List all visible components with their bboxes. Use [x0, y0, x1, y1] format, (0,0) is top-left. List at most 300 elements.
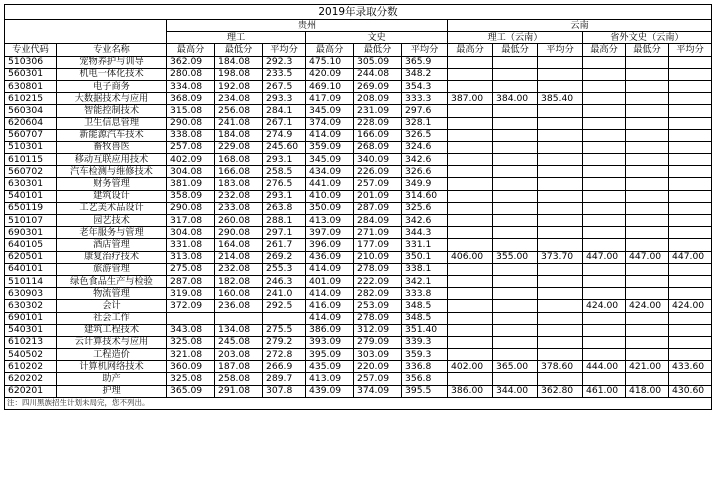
table-row [5, 288, 712, 300]
score-cell [448, 141, 493, 153]
score-cell [263, 312, 306, 324]
score-cell [669, 68, 712, 80]
score-cell [538, 288, 583, 300]
score-cell [493, 129, 538, 141]
table-row [5, 56, 712, 68]
score-cell [626, 215, 669, 227]
score-cell: 244.08 [354, 68, 402, 80]
score-cell: 385.40 [538, 93, 583, 105]
score-cell: 228.09 [354, 117, 402, 129]
group-guizhou-science: 理工 [167, 32, 306, 44]
score-cell [538, 129, 583, 141]
score-cell: 292.3 [263, 56, 306, 68]
score-cell [669, 178, 712, 190]
score-cell: 414.09 [306, 263, 354, 275]
score-cell: 374.09 [354, 385, 402, 397]
score-cell [493, 68, 538, 80]
major-code: 560304 [5, 105, 57, 117]
score-cell: 321.08 [167, 349, 215, 361]
score-cell [493, 215, 538, 227]
major-name: 物流管理 [57, 288, 167, 300]
score-cell [669, 129, 712, 141]
score-cell: 198.08 [215, 68, 263, 80]
score-cell [538, 336, 583, 348]
score-cell [583, 312, 626, 324]
score-cell [538, 202, 583, 214]
score-cell: 406.00 [448, 251, 493, 263]
score-cell: 417.09 [306, 93, 354, 105]
score-cell: 342.1 [402, 275, 448, 287]
score-cell: 261.7 [263, 239, 306, 251]
score-cell: 338.1 [402, 263, 448, 275]
score-cell: 342.6 [402, 154, 448, 166]
major-name: 宠物养护与训导 [57, 56, 167, 68]
score-cell [538, 300, 583, 312]
score-cell [583, 178, 626, 190]
score-cell: 338.08 [167, 129, 215, 141]
table-row [5, 373, 712, 385]
score-cell [626, 117, 669, 129]
score-cell [493, 373, 538, 385]
major-name: 工程造价 [57, 349, 167, 361]
score-cell: 232.08 [215, 263, 263, 275]
score-cell [669, 349, 712, 361]
score-cell: 278.09 [354, 263, 402, 275]
score-cell [583, 154, 626, 166]
major-name: 会计 [57, 300, 167, 312]
header-min: 最低分 [215, 44, 263, 56]
score-cell: 233.5 [263, 68, 306, 80]
score-cell: 384.00 [493, 93, 538, 105]
table-row [5, 251, 712, 263]
score-cell [538, 80, 583, 92]
table-row [5, 93, 712, 105]
score-cell [583, 227, 626, 239]
score-cell: 229.08 [215, 141, 263, 153]
score-cell: 182.08 [215, 275, 263, 287]
score-cell [538, 312, 583, 324]
score-cell [626, 336, 669, 348]
major-code: 690101 [5, 312, 57, 324]
score-cell [215, 312, 263, 324]
score-cell: 134.08 [215, 324, 263, 336]
score-cell [493, 275, 538, 287]
score-cell [669, 239, 712, 251]
score-cell [493, 227, 538, 239]
score-cell [493, 105, 538, 117]
score-cell: 267.5 [263, 80, 306, 92]
score-cell [493, 202, 538, 214]
table-row [5, 202, 712, 214]
score-cell [538, 227, 583, 239]
score-cell: 255.3 [263, 263, 306, 275]
score-cell: 348.2 [402, 68, 448, 80]
score-cell: 386.00 [448, 385, 493, 397]
major-code: 650119 [5, 202, 57, 214]
table-row [5, 349, 712, 361]
score-cell: 183.08 [215, 178, 263, 190]
header-max: 最高分 [583, 44, 626, 56]
score-cell: 257.09 [354, 178, 402, 190]
note-row [5, 397, 712, 409]
score-cell: 340.09 [354, 154, 402, 166]
major-name: 工艺美术品设计 [57, 202, 167, 214]
score-cell [538, 215, 583, 227]
major-code: 560707 [5, 129, 57, 141]
score-cell: 293.1 [263, 190, 306, 202]
score-cell: 387.00 [448, 93, 493, 105]
score-cell: 433.60 [669, 361, 712, 373]
score-cell: 231.09 [354, 105, 402, 117]
major-code: 560702 [5, 166, 57, 178]
score-cell [493, 117, 538, 129]
score-cell: 263.8 [263, 202, 306, 214]
score-cell: 355.00 [493, 251, 538, 263]
score-cell [583, 288, 626, 300]
header-blank [5, 20, 167, 44]
score-cell: 288.1 [263, 215, 306, 227]
score-cell: 269.09 [354, 80, 402, 92]
score-cell: 356.8 [402, 373, 448, 385]
score-cell: 268.09 [354, 141, 402, 153]
score-cell [538, 68, 583, 80]
score-cell: 313.08 [167, 251, 215, 263]
score-cell: 304.08 [167, 227, 215, 239]
score-cell: 232.08 [215, 190, 263, 202]
table-row [5, 385, 712, 397]
major-code: 630301 [5, 178, 57, 190]
major-code: 640101 [5, 263, 57, 275]
score-cell [538, 373, 583, 385]
header-avg: 平均分 [402, 44, 448, 56]
score-cell: 461.00 [583, 385, 626, 397]
score-cell: 245.08 [215, 336, 263, 348]
major-name: 大数据技术与应用 [57, 93, 167, 105]
region-guizhou: 贵州 [167, 20, 448, 32]
score-cell: 343.08 [167, 324, 215, 336]
score-cell: 339.3 [402, 336, 448, 348]
score-cell: 435.09 [306, 361, 354, 373]
score-cell: 284.09 [354, 215, 402, 227]
score-cell: 424.00 [583, 300, 626, 312]
score-cell [669, 117, 712, 129]
score-cell: 365.00 [493, 361, 538, 373]
score-cell: 222.09 [354, 275, 402, 287]
score-cell [583, 190, 626, 202]
score-cell [583, 93, 626, 105]
score-cell [538, 141, 583, 153]
score-cell [493, 312, 538, 324]
score-cell: 395.09 [306, 349, 354, 361]
score-cell [493, 349, 538, 361]
score-cell [626, 202, 669, 214]
header-min: 最低分 [493, 44, 538, 56]
major-code: 540502 [5, 349, 57, 361]
score-cell: 271.09 [354, 227, 402, 239]
score-cell: 280.08 [167, 68, 215, 80]
table-row [5, 263, 712, 275]
score-cell: 279.2 [263, 336, 306, 348]
score-cell: 354.3 [402, 80, 448, 92]
score-cell [583, 239, 626, 251]
major-code: 560301 [5, 68, 57, 80]
header-code: 专业代码 [5, 44, 57, 56]
major-name: 云计算技术与应用 [57, 336, 167, 348]
score-cell: 208.09 [354, 93, 402, 105]
score-cell [626, 141, 669, 153]
score-cell: 201.09 [354, 190, 402, 202]
score-cell [493, 190, 538, 202]
score-cell [493, 239, 538, 251]
score-cell: 475.10 [306, 56, 354, 68]
score-cell: 386.09 [306, 324, 354, 336]
table-row [5, 190, 712, 202]
major-name: 移动互联应用技术 [57, 154, 167, 166]
score-cell: 328.1 [402, 117, 448, 129]
score-cell: 358.09 [167, 190, 215, 202]
major-code: 540301 [5, 324, 57, 336]
major-code: 630302 [5, 300, 57, 312]
score-cell: 414.09 [306, 312, 354, 324]
header-max: 最高分 [167, 44, 215, 56]
score-cell: 381.09 [167, 178, 215, 190]
table-row [5, 80, 712, 92]
score-cell: 350.1 [402, 251, 448, 263]
score-cell: 439.09 [306, 385, 354, 397]
score-cell [538, 178, 583, 190]
score-cell: 349.9 [402, 178, 448, 190]
major-name: 康复治疗技术 [57, 251, 167, 263]
score-cell [626, 275, 669, 287]
score-cell: 348.5 [402, 300, 448, 312]
score-cell: 359.09 [306, 141, 354, 153]
score-cell [626, 263, 669, 275]
score-cell: 447.00 [669, 251, 712, 263]
score-cell [626, 349, 669, 361]
score-cell: 325.08 [167, 336, 215, 348]
score-cell: 430.60 [669, 385, 712, 397]
score-cell: 192.08 [215, 80, 263, 92]
table-row [5, 178, 712, 190]
header-max: 最高分 [448, 44, 493, 56]
header-name: 专业名称 [57, 44, 167, 56]
score-cell: 447.00 [583, 251, 626, 263]
score-cell [448, 117, 493, 129]
score-cell [626, 105, 669, 117]
score-cell [538, 275, 583, 287]
score-cell: 402.00 [448, 361, 493, 373]
score-cell [626, 190, 669, 202]
score-cell [626, 239, 669, 251]
score-cell: 166.09 [354, 129, 402, 141]
score-cell [538, 105, 583, 117]
score-cell: 257.09 [354, 373, 402, 385]
major-name: 计算机网络技术 [57, 361, 167, 373]
score-cell [493, 300, 538, 312]
major-code: 620201 [5, 385, 57, 397]
score-cell: 325.6 [402, 202, 448, 214]
score-cell [448, 68, 493, 80]
score-cell: 402.09 [167, 154, 215, 166]
score-cell [583, 324, 626, 336]
score-cell [583, 117, 626, 129]
major-name: 机电一体化技术 [57, 68, 167, 80]
score-cell [669, 166, 712, 178]
major-code: 630801 [5, 80, 57, 92]
score-cell: 326.6 [402, 166, 448, 178]
table-row [5, 275, 712, 287]
major-name: 旅游管理 [57, 263, 167, 275]
score-cell: 304.08 [167, 166, 215, 178]
score-cell: 276.5 [263, 178, 306, 190]
score-cell [626, 129, 669, 141]
score-cell [448, 349, 493, 361]
score-cell [669, 141, 712, 153]
score-cell: 226.09 [354, 166, 402, 178]
score-cell [448, 80, 493, 92]
score-cell: 257.08 [167, 141, 215, 153]
score-cell: 397.09 [306, 227, 354, 239]
score-cell: 289.7 [263, 373, 306, 385]
table-row [5, 227, 712, 239]
score-cell: 203.08 [215, 349, 263, 361]
score-cell: 275.5 [263, 324, 306, 336]
major-name: 电子商务 [57, 80, 167, 92]
score-cell: 416.09 [306, 300, 354, 312]
score-cell [448, 105, 493, 117]
score-cell [448, 178, 493, 190]
score-cell: 351.40 [402, 324, 448, 336]
score-cell [583, 56, 626, 68]
score-cell: 345.09 [306, 154, 354, 166]
score-cell [448, 312, 493, 324]
score-cell [493, 263, 538, 275]
score-cell [626, 93, 669, 105]
table-row [5, 154, 712, 166]
score-cell [493, 80, 538, 92]
table-row [5, 215, 712, 227]
score-cell: 374.09 [306, 117, 354, 129]
score-cell: 187.08 [215, 361, 263, 373]
major-code: 540101 [5, 190, 57, 202]
score-cell [448, 239, 493, 251]
score-cell: 326.5 [402, 129, 448, 141]
table-row [5, 324, 712, 336]
score-cell [448, 190, 493, 202]
score-cell [167, 312, 215, 324]
score-cell: 274.9 [263, 129, 306, 141]
major-code: 610202 [5, 361, 57, 373]
score-cell [538, 154, 583, 166]
score-cell: 267.1 [263, 117, 306, 129]
table-row [5, 166, 712, 178]
score-cell [669, 312, 712, 324]
score-cell: 297.1 [263, 227, 306, 239]
score-cell: 441.09 [306, 178, 354, 190]
score-cell: 233.08 [215, 202, 263, 214]
major-name: 酒店管理 [57, 239, 167, 251]
score-cell: 284.1 [263, 105, 306, 117]
score-cell: 350.09 [306, 202, 354, 214]
score-cell [493, 288, 538, 300]
major-name: 卫生信息管理 [57, 117, 167, 129]
major-name: 建筑设计 [57, 190, 167, 202]
score-cell [448, 275, 493, 287]
score-cell: 236.08 [215, 300, 263, 312]
major-name: 畜牧兽医 [57, 141, 167, 153]
score-cell [626, 56, 669, 68]
score-cell: 424.00 [669, 300, 712, 312]
score-cell: 373.70 [538, 251, 583, 263]
score-cell [538, 166, 583, 178]
score-cell: 365.9 [402, 56, 448, 68]
score-cell [583, 275, 626, 287]
major-code: 510301 [5, 141, 57, 153]
admission-score-table [4, 4, 712, 410]
score-cell: 393.09 [306, 336, 354, 348]
score-cell: 331.08 [167, 239, 215, 251]
score-cell [583, 263, 626, 275]
score-cell [538, 239, 583, 251]
major-code: 610213 [5, 336, 57, 348]
score-cell: 290.08 [215, 227, 263, 239]
score-cell: 413.09 [306, 215, 354, 227]
score-cell [493, 324, 538, 336]
score-cell [538, 324, 583, 336]
score-cell: 424.00 [626, 300, 669, 312]
score-cell [583, 80, 626, 92]
score-cell [583, 68, 626, 80]
score-cell: 293.3 [263, 93, 306, 105]
score-cell [583, 141, 626, 153]
score-cell [669, 263, 712, 275]
score-cell: 291.08 [215, 385, 263, 397]
score-cell [669, 202, 712, 214]
header-avg: 平均分 [263, 44, 306, 56]
score-cell [538, 263, 583, 275]
table-row [5, 336, 712, 348]
major-name: 汽车检测与维修技术 [57, 166, 167, 178]
score-cell: 234.08 [215, 93, 263, 105]
score-cell [448, 227, 493, 239]
score-cell: 214.08 [215, 251, 263, 263]
score-cell [626, 312, 669, 324]
score-cell [448, 202, 493, 214]
score-cell: 312.09 [354, 324, 402, 336]
score-cell: 297.6 [402, 105, 448, 117]
score-cell: 420.09 [306, 68, 354, 80]
header-min: 最低分 [354, 44, 402, 56]
score-cell: 469.10 [306, 80, 354, 92]
score-cell [583, 336, 626, 348]
major-code: 610215 [5, 93, 57, 105]
major-code: 640105 [5, 239, 57, 251]
score-cell: 418.00 [626, 385, 669, 397]
score-cell [626, 373, 669, 385]
score-cell [626, 178, 669, 190]
score-cell [583, 215, 626, 227]
score-cell: 241.08 [215, 117, 263, 129]
score-cell [669, 105, 712, 117]
score-cell: 210.09 [354, 251, 402, 263]
score-cell [448, 288, 493, 300]
score-cell [448, 166, 493, 178]
score-cell: 345.09 [306, 105, 354, 117]
score-cell: 293.1 [263, 154, 306, 166]
major-code: 620202 [5, 373, 57, 385]
major-code: 510114 [5, 275, 57, 287]
score-cell: 378.60 [538, 361, 583, 373]
